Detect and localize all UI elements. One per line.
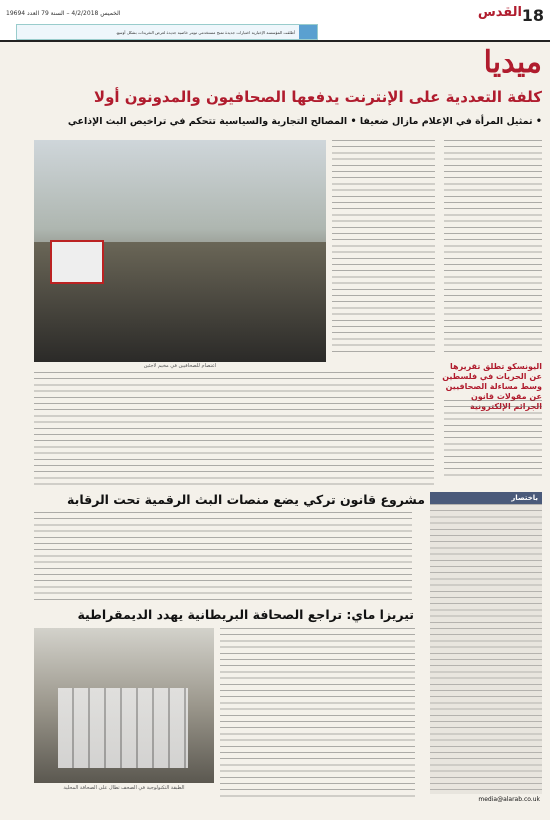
header-ad[interactable] <box>16 24 318 40</box>
protest-sign-image <box>50 240 104 284</box>
main-subhead: • تمثيل المرأة في الإعلام مازال ضعيفا • المصالح التجارية والسياسية تتحكم في تراخيص البث الإذاعي <box>67 116 542 127</box>
photo-caption: الطبقة التكنولوجية في الصحف تطال على الصحافة المحلية <box>63 785 185 791</box>
newspaper-rack-image <box>58 688 188 768</box>
page-number: 18 <box>521 6 544 25</box>
article-column <box>34 512 412 602</box>
ad-text: أطلقت المؤسسة الإخبارية اختبارات جديدة تمنح مستخدمي تويتر خاصية جديدة لعرض التغريدات بشكل أوسع. <box>115 29 295 35</box>
photo-caption: اعتصام للصحافيين في مخيم لاجئين <box>143 363 217 369</box>
sidebar-headline: اليونسكو تطلق تقريرها عن الحريات في فلسطين وسط مساءلة الصحافيين عن مقولات قانون الجرائم الإلكترونية <box>442 362 542 411</box>
dateline: الخميس 4/2/2018 – السنة 79 العدد 19694 <box>6 10 121 17</box>
news-brief-box <box>430 504 542 794</box>
news-brief-tab[interactable]: باختصار <box>430 492 542 504</box>
story2-headline: مشروع قانون تركي يضع منصات البث الرقمية تحت الرقابة <box>67 492 425 507</box>
main-headline: كلفة التعددية على الإنترنت يدفعها الصحافيون والمدونون أولا <box>93 88 542 106</box>
page-header <box>0 0 550 42</box>
contact-email[interactable]: media@alarab.co.uk <box>478 796 540 803</box>
brand-name: القدس <box>477 5 522 20</box>
article-column <box>220 628 415 798</box>
newsstand-photo <box>34 628 214 783</box>
article-column <box>444 140 542 355</box>
article-column <box>332 140 435 355</box>
story3-headline: تيريزا ماي: تراجع الصحافة البريطانية يهدد الديمقراطية <box>77 607 414 622</box>
protest-photo <box>34 140 326 362</box>
phone-icon <box>299 25 317 39</box>
section-title: ميديا <box>483 45 542 80</box>
article-column <box>34 372 434 487</box>
article-column <box>444 400 542 480</box>
